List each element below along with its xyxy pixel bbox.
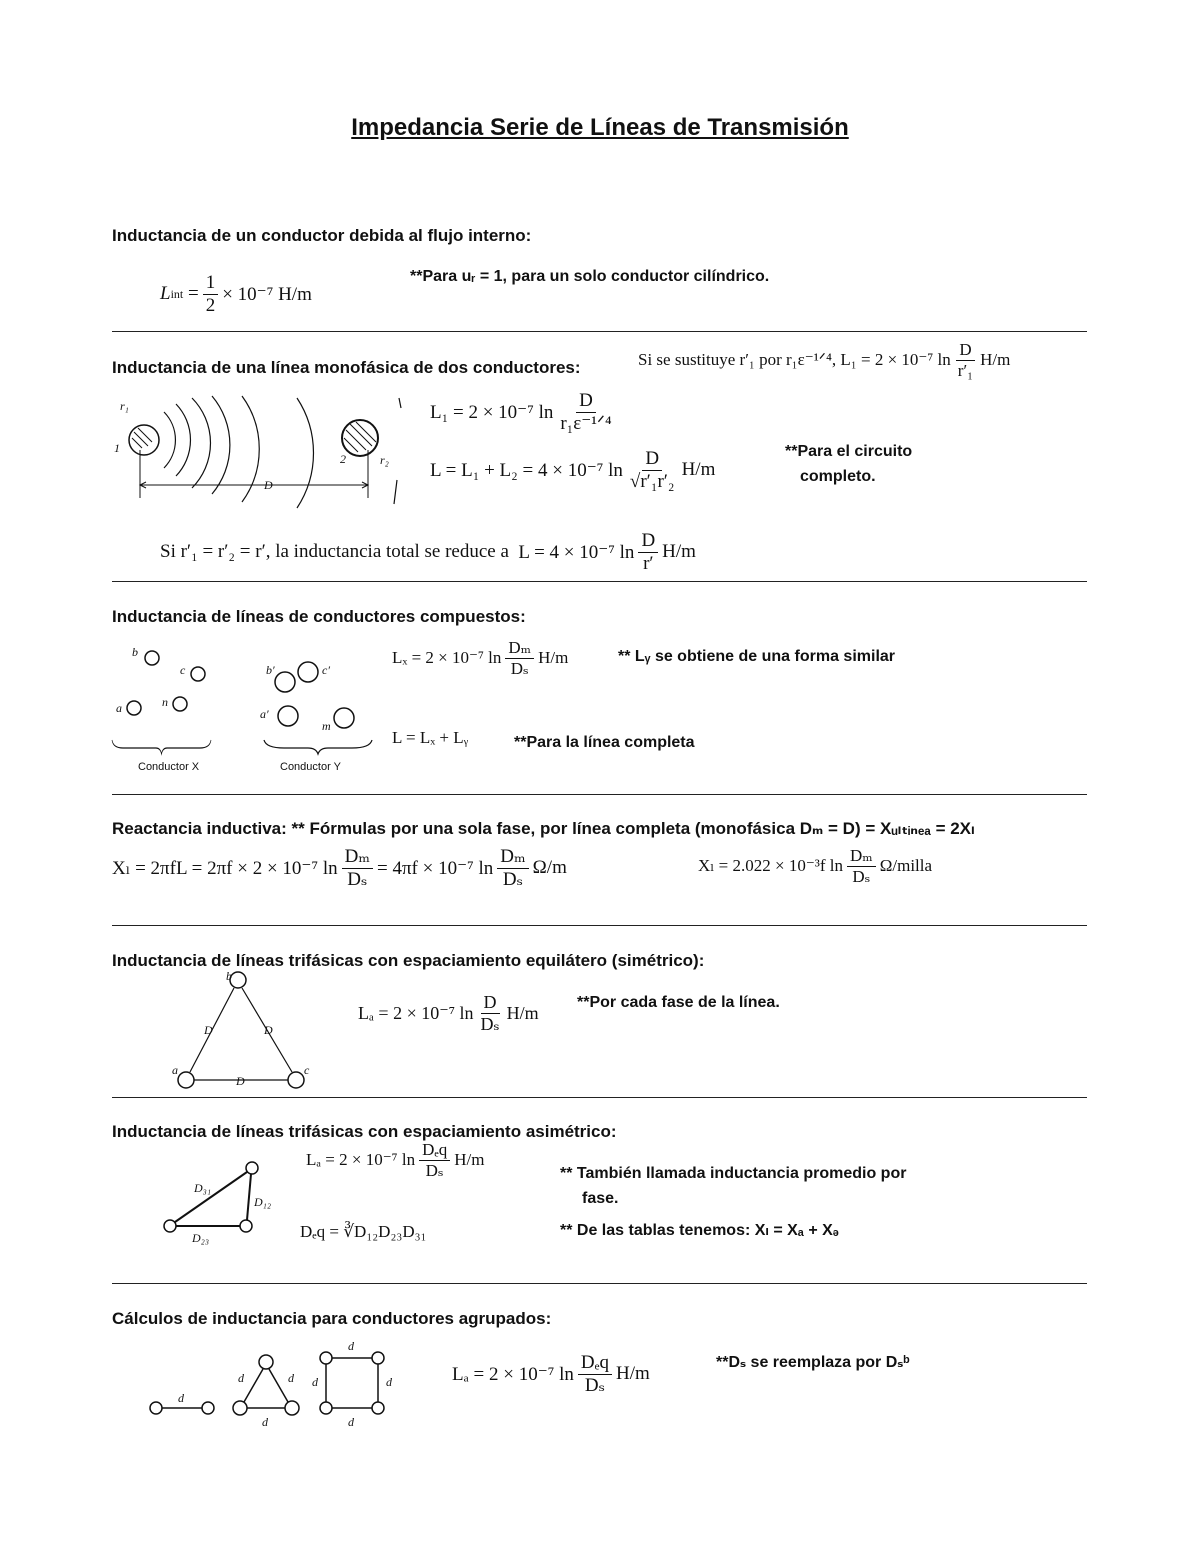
label-d12: D₁₂ (254, 1195, 272, 1209)
section-heading-bundled: Cálculos de inductancia para conductores agrupados: (112, 1309, 552, 1328)
label-distance: D (264, 478, 273, 492)
fraction-denominator: √r′₁r′₂ (629, 470, 675, 492)
label-c: c (304, 1063, 310, 1077)
section-heading-reactance: Reactancia inductiva: ** Fórmulas por una sola fase, por línea completa (monofásica Dₘ = D) = Xᵤₗₜᵢₙₑₐ = 2Xₗ (112, 819, 975, 838)
eq-text: Xₗ = 2.022 × 10⁻³f ln (698, 856, 844, 876)
eq-text: Dₑq = ∛D₁₂D₂₃D₃₁ (300, 1222, 427, 1241)
label-a: a (172, 1063, 178, 1077)
eq-unit: Ω/m (532, 857, 567, 879)
fraction-numerator: 1 (203, 272, 219, 295)
note-ly: ** Lᵧ se obtiene de una forma similar (618, 648, 896, 665)
label-c: c (180, 663, 186, 677)
divider (112, 1283, 1087, 1284)
equation-bundled (452, 1352, 650, 1397)
eq-text: Xₗ = 2πfL = 2πf × 2 × 10⁻⁷ ln (112, 857, 338, 879)
fraction-denominator: Dₛ (852, 866, 871, 886)
divider (112, 1097, 1087, 1098)
eq-unit: H/m (616, 1363, 650, 1385)
section-heading-single-phase: Inductancia de una línea monofásica de dos conductores: (112, 358, 581, 377)
note-circuit-line2: completo. (800, 468, 876, 485)
equation-substitution (638, 340, 1010, 380)
equation-asymmetric (306, 1140, 484, 1180)
section-heading-equilateral: Inductancia de líneas trifásicas con espaciamiento equilátero (simétrico): (112, 951, 705, 970)
fraction-denominator: r′₁ (957, 360, 974, 380)
note-internal: **Para uᵣ = 1, para un solo conductor cilíndrico. (410, 268, 770, 285)
equation-L-compound (392, 728, 468, 748)
divider (112, 331, 1087, 332)
fraction-denominator: Dₛ (510, 658, 529, 678)
label-d-sq-top: d (348, 1339, 354, 1353)
label-a: a (116, 701, 122, 715)
label-r1: r₁ (120, 399, 129, 413)
equation-deq (300, 1222, 426, 1242)
label-d-sq-right: d (386, 1375, 392, 1389)
note-average-line1: ** También llamada inductancia promedio por (560, 1165, 907, 1182)
label-d-tri-left: d (238, 1371, 244, 1385)
label-conductor-y: Conductor Y (280, 761, 341, 773)
label-d-sq-left: d (312, 1375, 318, 1389)
eq-unit: H/m (538, 648, 569, 668)
label-r2: r₂ (380, 453, 389, 467)
equation-L1 (430, 390, 619, 435)
note-circuit-line1: **Para el circuito (785, 443, 913, 460)
section-heading-compound: Inductancia de líneas de conductores compuestos: (112, 607, 526, 626)
equation-reactance-mile (698, 846, 932, 886)
label-d-pair: d (178, 1391, 184, 1405)
label-b-prime: b′ (266, 663, 275, 677)
section-heading-internal: Inductancia de un conductor debida al flujo interno: (112, 226, 532, 245)
fraction-denominator: Dₛ (347, 868, 368, 890)
fraction-numerator: Dₘ (342, 846, 373, 869)
bundled-conductors-figure (140, 1340, 400, 1430)
eq-sub: int (170, 286, 184, 301)
label-m: m (322, 719, 331, 733)
label-d31: D₃₁ (194, 1181, 212, 1195)
page-title: Impedancia Serie de Líneas de Transmisión (351, 114, 849, 141)
eq-text: Lₓ = 2 × 10⁻⁷ ln (392, 648, 502, 668)
eq-text: Si se sustituye r′₁ por r₁ε⁻¹ᐟ⁴, L₁ = 2 × 10⁻⁷ ln (638, 350, 951, 370)
eq-text: Lₐ = 2 × 10⁻⁷ ln (306, 1150, 416, 1170)
label-d-right: D (264, 1023, 273, 1037)
eq-text: L = 4 × 10⁻⁷ ln (518, 541, 635, 563)
label-1: 1 (114, 441, 120, 455)
label-b: b (132, 645, 138, 659)
label-d-bottom: D (236, 1074, 245, 1088)
eq-lhs: L (160, 283, 171, 305)
asymmetric-triangle-figure (160, 1158, 280, 1248)
divider (112, 925, 1087, 926)
equilateral-triangle-figure (160, 968, 320, 1093)
divider (112, 581, 1087, 582)
fraction-denominator: Dₛ (480, 1013, 500, 1034)
fraction-numerator: Dₘ (505, 638, 534, 659)
divider (112, 794, 1087, 795)
eq-text: L = Lₓ + Lᵧ (392, 728, 469, 747)
fraction-numerator: Dₑq (578, 1352, 612, 1375)
label-c-prime: c′ (322, 663, 330, 677)
label-conductor-x: Conductor X (138, 761, 200, 773)
label-a-prime: a′ (260, 707, 269, 721)
fraction-numerator: Dₘ (847, 846, 876, 867)
fraction-numerator: D (638, 530, 658, 553)
eq-unit: Ω/milla (879, 856, 933, 876)
note-per-phase: **Por cada fase de la línea. (577, 994, 780, 1011)
fraction-denominator: Dₛ (425, 1160, 444, 1180)
fraction-numerator: Dₘ (497, 846, 528, 869)
fraction-denominator: r′ (643, 552, 654, 574)
compound-conductors-figure (112, 640, 372, 775)
equation-reactance (112, 846, 567, 891)
two-conductor-figure (112, 390, 402, 515)
fraction-denominator: Dₛ (502, 868, 524, 890)
equation-reduced (160, 530, 696, 575)
note-tables: ** De las tablas tenemos: Xₗ = Xₐ + Xₔ (560, 1222, 839, 1239)
fraction-numerator: D (956, 340, 974, 361)
eq-unit: H/m (454, 1150, 485, 1170)
eq-unit: H/m (681, 459, 716, 481)
label-d-tri-right: d (288, 1371, 294, 1385)
note-full-line: **Para la línea completa (514, 734, 695, 751)
eq-text: Lₐ = 2 × 10⁻⁷ ln (358, 1002, 474, 1023)
note-average-line2: fase. (582, 1190, 619, 1207)
fraction-numerator: Dₑq (419, 1140, 450, 1161)
eq-text: L = L₁ + L₂ = 4 × 10⁻⁷ ln (430, 459, 623, 481)
label-b: b (226, 969, 232, 983)
fraction-numerator: D (642, 448, 662, 471)
fraction-numerator: D (481, 992, 500, 1014)
section-heading-asymmetric: Inductancia de líneas trifásicas con espaciamiento asimétrico: (112, 1122, 617, 1141)
label-d23: D₂₃ (192, 1231, 210, 1245)
fraction-numerator: D (576, 390, 596, 413)
eq-tail: × 10⁻⁷ H/m (222, 283, 312, 305)
eq-reduce-text: Si r′₁ = r′₂ = r′, la inductancia total se reduce a (160, 541, 509, 563)
eq-text: L₁ = 2 × 10⁻⁷ ln (430, 401, 554, 423)
label-n: n (162, 695, 168, 709)
eq-unit: H/m (662, 541, 696, 563)
label-d-sq-bottom: d (348, 1415, 354, 1429)
fraction-denominator: Dₛ (584, 1374, 606, 1396)
equation-equilateral (358, 992, 539, 1034)
equation-L-total (430, 448, 715, 493)
eq-unit: H/m (506, 1002, 539, 1023)
label-2: 2 (340, 452, 346, 466)
fraction-denominator: r₁ε⁻¹ᐟ⁴ (560, 412, 612, 434)
eq-mid: = 4πf × 10⁻⁷ ln (377, 857, 494, 879)
equation-internal: L int = $\frac{1}{2}$ × 10⁻⁷ H/m (160, 272, 312, 316)
label-d-left: D (204, 1023, 213, 1037)
fraction-denominator: 2 (205, 294, 216, 316)
equation-Lx (392, 638, 568, 678)
label-d-tri-bottom: d (262, 1415, 268, 1429)
eq-unit: H/m (980, 350, 1011, 370)
eq-text: Lₐ = 2 × 10⁻⁷ ln (452, 1363, 574, 1385)
note-ds-replace: **Dₛ se reemplaza por Dₛᵇ (716, 1354, 910, 1371)
